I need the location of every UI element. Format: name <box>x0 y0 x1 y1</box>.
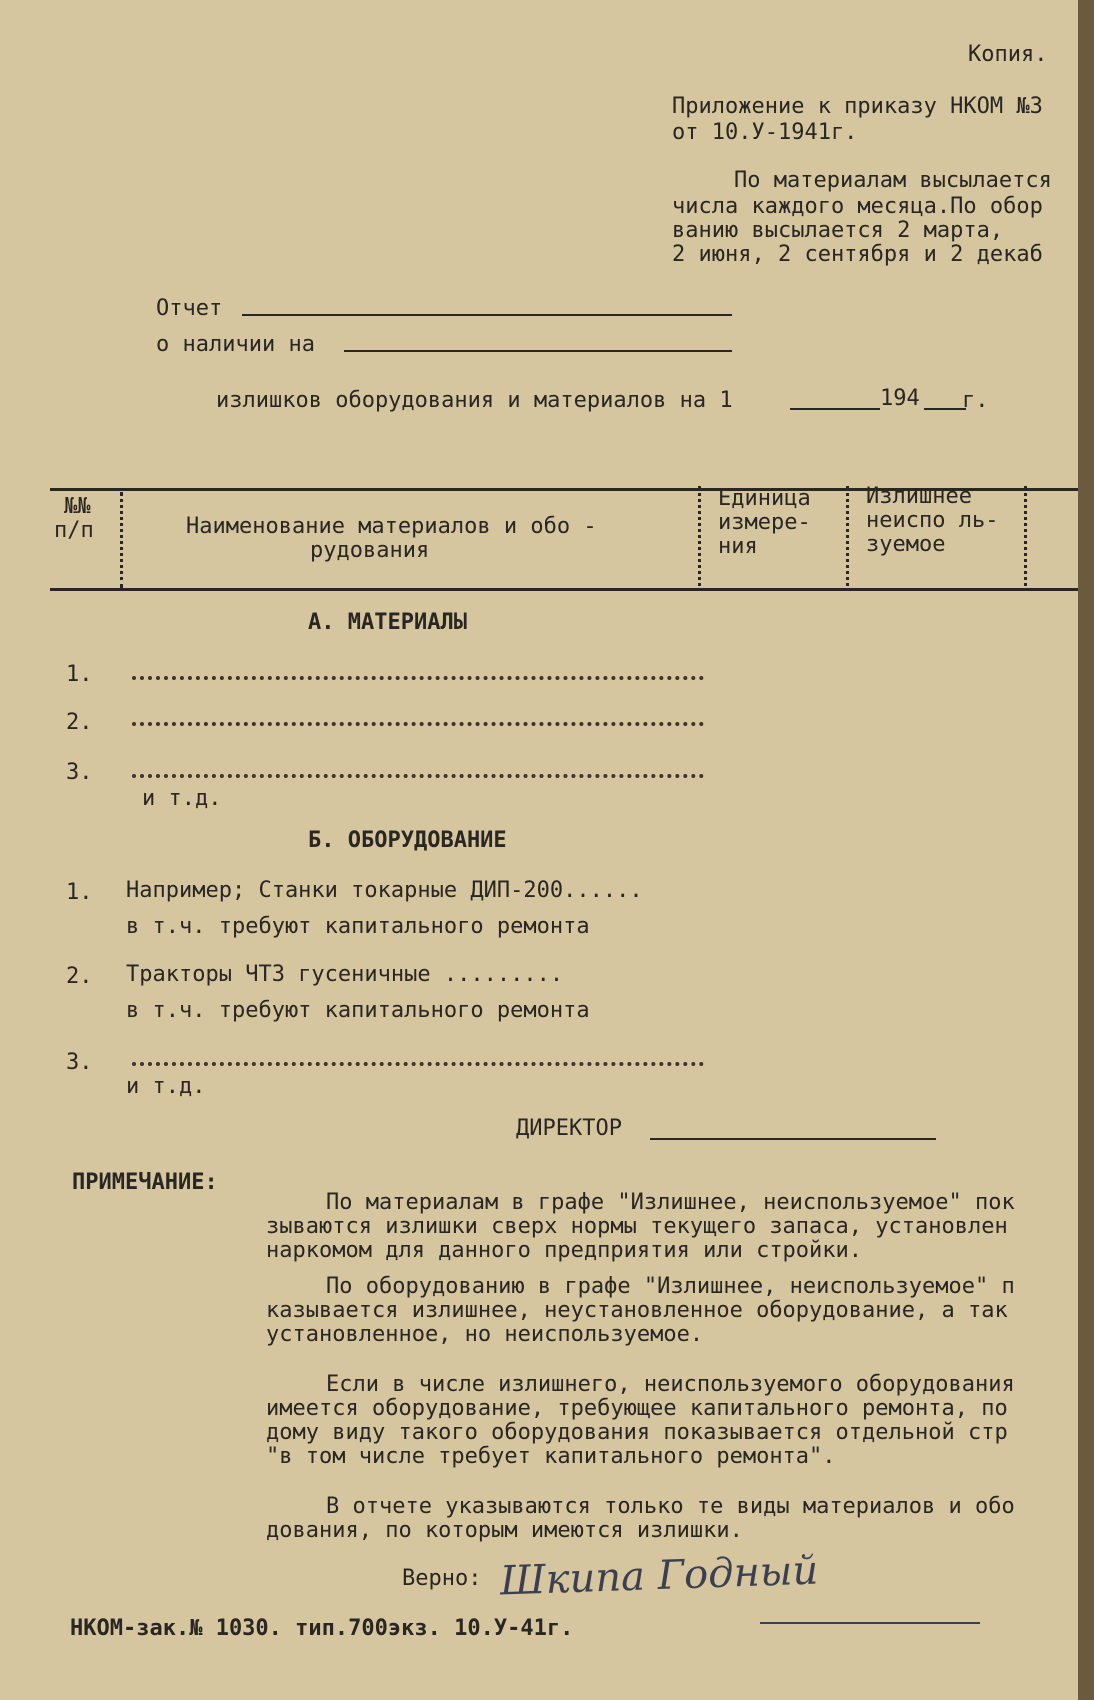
date-blank-line <box>790 408 880 410</box>
section-a-leader-1 <box>132 676 704 680</box>
report-blank-line <box>242 314 732 316</box>
signature: Шкипа Годный <box>499 1547 819 1605</box>
footer-print-info: НКОМ-зак.№ 1030. тип.700экз. 10.У-41г. <box>70 1616 574 1641</box>
section-b-title: Б. ОБОРУДОВАНИЕ <box>308 828 507 853</box>
report-title-prefix: излишков оборудования и материалов на 1 <box>216 388 733 413</box>
on-label: о наличии на <box>156 332 315 357</box>
note-p1-line-2: зываются излишки сверх нормы текущего запаса, установлен <box>266 1214 1008 1239</box>
col-name-line-1: Наименование материалов и обо - <box>186 514 597 539</box>
section-a-leader-2 <box>132 722 704 726</box>
schedule-line-2: числа каждого месяца.По обор <box>672 194 1043 219</box>
schedule-line-1: По материалам высылается <box>734 168 1052 193</box>
section-a-leader-3 <box>132 774 704 778</box>
note-p4-line-2: дования, по которым имеются излишки. <box>266 1518 743 1543</box>
col-num-line-2: п/п <box>54 518 94 543</box>
year-blank-line <box>924 408 966 410</box>
section-b-item-1-text: Например; Станки токарные ДИП-200...... <box>126 878 643 903</box>
note-p3-line-4: "в том числе требует капитального ремонта". <box>266 1444 836 1469</box>
section-b-etc: и т.д. <box>126 1074 206 1099</box>
section-a-etc: и т.д. <box>142 786 222 811</box>
table-bottom-rule <box>50 588 1078 591</box>
section-a-item-3: 3. <box>66 760 93 785</box>
note-p3-line-1: Если в числе излишнего, неиспользуемого оборудования <box>326 1372 1015 1397</box>
header-line-1: Приложение к приказу НКОМ №3 <box>672 94 1043 119</box>
copy-label: Копия. <box>968 42 1048 67</box>
note-p4-line-1: В отчете указываются только те виды материалов и обо <box>326 1494 1015 1519</box>
col-name-line-2: рудования <box>310 538 430 563</box>
col-unit-line-3: ния <box>718 534 758 559</box>
report-label: Отчет <box>156 296 223 321</box>
note-p1-line-3: наркомом для данного предприятия или стройки. <box>266 1238 863 1263</box>
schedule-line-4: 2 июня, 2 сентября и 2 декаб <box>672 242 1043 267</box>
section-b-item-2-sub: в т.ч. требуют капитального ремонта <box>126 998 590 1023</box>
section-a-item-2: 2. <box>66 710 93 735</box>
section-b-item-2-num: 2. <box>66 964 93 989</box>
note-title: ПРИМЕЧАНИЕ: <box>72 1170 218 1195</box>
binding-edge <box>1078 0 1094 1700</box>
verified-label: Верно: <box>402 1566 482 1591</box>
note-p2-line-1: По оборудованию в графе "Излишнее, неиспользуемое" п <box>326 1274 1015 1299</box>
schedule-line-3: ванию высылается 2 марта, <box>672 218 1004 243</box>
column-divider-1 <box>120 492 123 588</box>
section-b-leader-3 <box>132 1062 704 1066</box>
signature-underline <box>760 1622 980 1624</box>
director-label: ДИРЕКТОР <box>516 1116 622 1141</box>
section-b-item-1-num: 1. <box>66 880 93 905</box>
note-p2-line-3: установленное, но неиспользуемое. <box>266 1322 704 1347</box>
col-excess-line-3: зуемое <box>866 532 946 557</box>
section-b-item-3-num: 3. <box>66 1050 93 1075</box>
col-num-line-1: №№ <box>64 494 91 519</box>
report-title-year: 194 <box>880 386 920 411</box>
report-title-suffix: г. <box>962 388 989 413</box>
section-a-title: А. МАТЕРИАЛЫ <box>308 610 467 635</box>
note-p3-line-2: имеется оборудование, требующее капитального ремонта, по <box>266 1396 1008 1421</box>
column-divider-3 <box>846 486 849 586</box>
section-b-item-1-sub: в т.ч. требуют капитального ремонта <box>126 914 590 939</box>
col-unit-line-2: измере- <box>718 510 811 535</box>
section-a-item-1: 1. <box>66 662 93 687</box>
column-divider-4 <box>1024 486 1027 586</box>
note-p2-line-2: казывается излишнее, неустановленное оборудование, а так <box>266 1298 1008 1323</box>
director-signature-line <box>650 1138 936 1140</box>
header-line-2: от 10.У-1941г. <box>672 120 858 145</box>
col-unit-line-1: Единица <box>718 486 811 511</box>
on-blank-line <box>344 350 732 352</box>
col-excess-line-2: неиспо ль- <box>866 508 999 533</box>
section-b-item-2-text: Тракторы ЧТЗ гусеничные ......... <box>126 962 564 987</box>
note-p3-line-3: дому виду такого оборудования показывается отдельной стр <box>266 1420 1008 1445</box>
note-p1-line-1: По материалам в графе "Излишнее, неиспользуемое" пок <box>326 1190 1015 1215</box>
col-excess-line-1: Излишнее <box>866 484 972 509</box>
column-divider-2 <box>698 486 701 586</box>
